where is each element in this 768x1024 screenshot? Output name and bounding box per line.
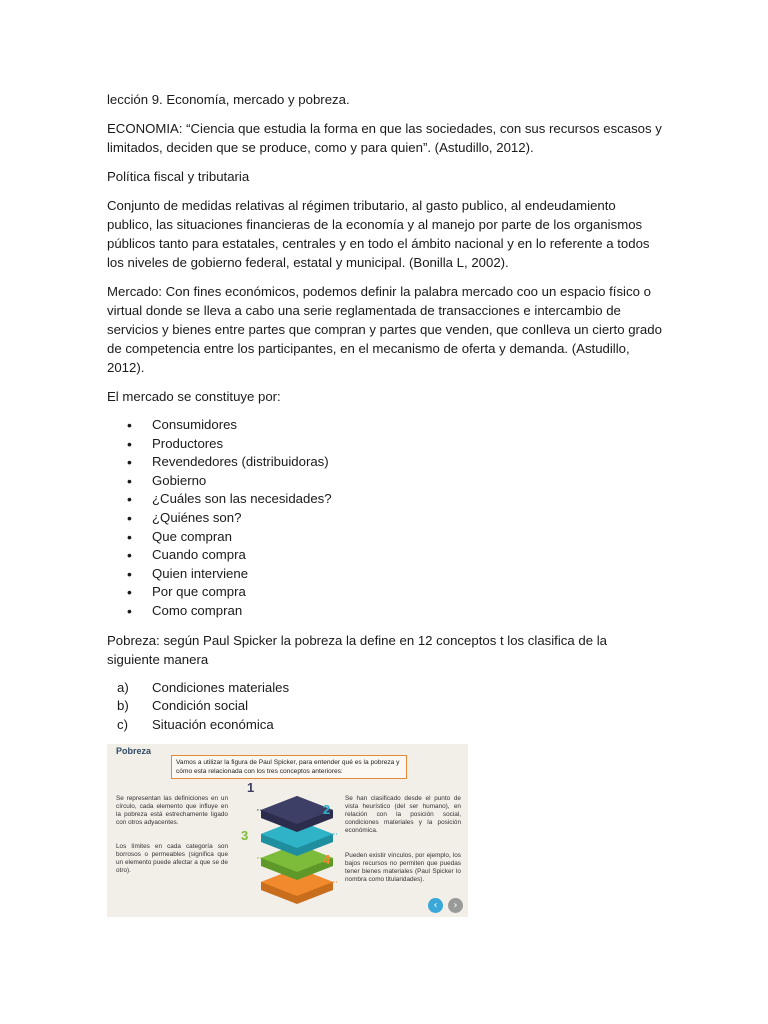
layer-number-2: 2 [323, 802, 331, 818]
figure-left-text-2: Los límites en cada categoría son borrosos o permeables (significa que un elemento puede afectar a que se de otro). [116, 843, 228, 875]
list-marker: a) [117, 679, 129, 695]
layer-number-3: 3 [241, 828, 249, 844]
list-item: • Cuando compra [107, 546, 662, 565]
figure-right-text-2: Pueden existir vínculos, por ejemplo, los bajos recursos no permiten que puedas tener bienes materiales (Paul Spicker lo nombra como titularidades). [345, 852, 461, 884]
list-item-text: Condición social [152, 698, 249, 714]
list-item: • Revendedores (distribuidoras) [107, 453, 662, 472]
list-item: • Consumidores [107, 416, 662, 435]
list-item: • Por que compra [107, 583, 662, 602]
mercado-paragraph: Mercado: Con fines económicos, podemos definir la palabra mercado coo un espacio físico o virtual donde se lleva a cabo una serie reglamentada de transacciones e intercambio de servicios y bienes entre partes que compran y partes que venden, que conlleva un cierto grado de competencia entre los participantes, en el mecanismo de oferta y demanda. (Astudillo, 2012). [107, 284, 662, 375]
list-marker: b) [117, 698, 129, 714]
chevron-left-icon[interactable]: ‹ [428, 898, 443, 913]
economia-paragraph: ECONOMIA: “Ciencia que estudia la forma en que las sociedades, con sus recursos escasos y limitados, deciden que se produce, como y para quien”. (Astudillo, 2012). [107, 121, 662, 155]
list-item: • ¿Cuáles son las necesidades? [107, 490, 662, 509]
figure-right-text-1: Se han clasificado desde el punto de vista heurístico (del ser humano), en relación con la posición social, condiciones materiales y la posición económica. [345, 795, 461, 835]
list-item: • Que compran [107, 528, 662, 547]
list-marker: c) [117, 716, 128, 732]
lesson-title: lección 9. Economía, mercado y pobreza. [107, 92, 350, 107]
politica-paragraph: Conjunto de medidas relativas al régimen tributario, al gasto publico, al endeudamiento publico, las situaciones financieras de la economía y al manejo por parte de los organismos públicos tanto para estatales, centrales y en todo el ámbito nacional y en lo referente a todos los niveles de gobierno federal, estatal y municipal. (Bonilla L, 2002). [107, 198, 650, 270]
politica-heading: Política fiscal y tributaria [107, 169, 250, 184]
list-item: • Quien interviene [107, 565, 662, 584]
list-item: • ¿Quiénes son? [107, 509, 662, 528]
mercado-intro: El mercado se constituye por: [107, 389, 281, 404]
pobreza-alpha-list [107, 679, 662, 735]
list-item-text: Situación económica [152, 716, 274, 732]
list-item: • Como compran [107, 602, 662, 621]
figure-header-box: Vamos a utilizar la figura de Paul Spicker, para entender qué es la pobreza y cómo esta relacionada con los tres conceptos anteriores: [171, 755, 407, 779]
list-item [107, 716, 662, 735]
list-item [107, 679, 662, 698]
list-item [107, 697, 662, 716]
layer-number-4: 4 [323, 852, 331, 868]
pobreza-paragraph: Pobreza: según Paul Spicker la pobreza la define en 12 conceptos t los clasifica de la siguiente manera [107, 632, 607, 667]
pobreza-figure [107, 744, 468, 917]
figure-left-text-1: Se representan las definiciones en un círculo, cada elemento que influye en la pobreza está estrechamente ligado con otros adyacentes. [116, 795, 228, 827]
mercado-bullet-list [107, 416, 662, 621]
list-item-text: Condiciones materiales [152, 679, 290, 695]
list-item: • Productores [107, 435, 662, 454]
layer-number-1: 1 [247, 780, 255, 796]
figure-title: Pobreza [116, 746, 152, 757]
chevron-right-icon[interactable]: › [448, 898, 463, 913]
list-item: • Gobierno [107, 472, 662, 491]
